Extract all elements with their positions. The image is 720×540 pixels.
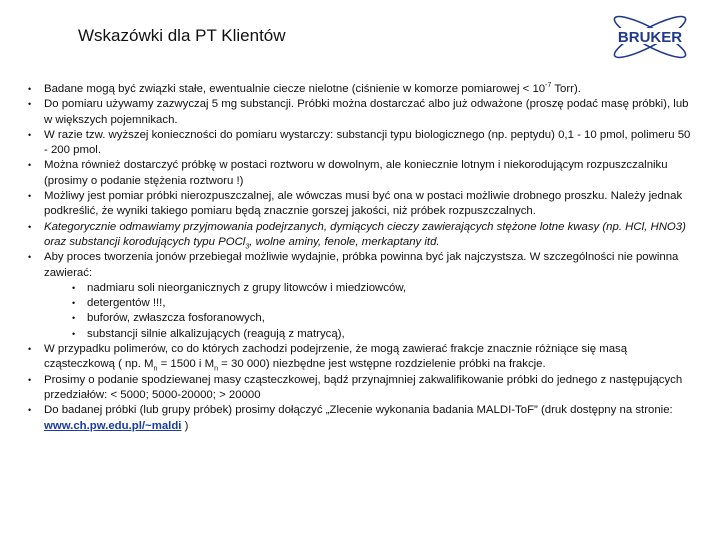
bruker-logo <box>604 12 696 62</box>
maldi-link[interactable]: www.ch.pw.edu.pl/~maldi <box>44 419 182 432</box>
sub-list-item: • nadmiaru soli nieorganicznych z grupy litowców i miedziowców, <box>72 281 694 296</box>
list-item: • Do pomiaru używamy zazwyczaj 5 mg substancji. Próbki można dostarczać albo już odważone (proszę podać masę próbki), lub w większych pojemnikach. <box>28 97 694 128</box>
sub-list-item: • buforów, zwłaszcza fosforanowych, <box>72 311 694 326</box>
list-item: • Aby proces tworzenia jonów przebiegał możliwie wydajnie, próbka powinna być jak najczystsza. W szczególności nie powinna zawierać: • nadmiaru soli nieorganicznych z grupy litowców i miedziowców, • detergentów !!!, • buforów, zwłaszcza fosforanowych, • substancji silnie alkalizujących (reagują z matrycą), <box>28 250 694 342</box>
list-item: • Możliwy jest pomiar próbki nierozpuszczalnej, ale wówczas musi być ona w postaci możliwie drobnego proszku. Należy jednak podkreślić, że wyniki takiego pomiaru będą znacznie gorszej jakości, niż próbek rozpuszczalnych. <box>28 189 694 220</box>
logo-text: BRUKER <box>617 29 683 46</box>
list-item: • Kategorycznie odmawiamy przyjmowania podejrzanych, dymiących cieczy zawierających stężone lotne kwasy (np. HCl, HNO3) oraz substancji korodujących typu POCl$_3$, wolne aminy, fenole, merkaptany itd. <box>28 220 694 251</box>
page-title: Wskazówki dla PT Klientów <box>78 26 286 45</box>
instructions-list <box>28 82 694 434</box>
list-item: • W razie tzw. wyższej konieczności do pomiaru wystarczy: substancji typu biologicznego (np. peptydu) 0,1 - 10 pmol, polimeru 50 - 200 pmol. <box>28 128 694 159</box>
list-item: • W przypadku polimerów, co do których zachodzi podejrzenie, że mogą zawierać frakcje znacznie różniące się masą cząsteczkową ( np. $M_n = 1500$ i $M_n = 30$ 000) niezbędne jest wstępne rozdzielenie próbki na frakcje. <box>28 342 694 373</box>
sub-list-item: • substancji silnie alkalizujących (reagują z matrycą), <box>72 327 694 342</box>
sub-list-item: • detergentów !!!, <box>72 296 694 311</box>
list-item: • Do badanej próbki (lub grupy próbek) prosimy dołączyć „Zlecenie wykonania badania MALDI-ToF” (druk dostępny na stronie: www.ch.pw.edu.pl/~maldi ) <box>28 403 694 434</box>
list-item: • Prosimy o podanie spodziewanej masy cząsteczkowej, bądź przynajmniej zakwalifikowanie próbki do jednego z następujących przedziałów: < 5000; 5000-20000; > 20000 <box>28 373 694 404</box>
list-item: • Można również dostarczyć próbkę w postaci roztworu w dowolnym, ale koniecznie lotnym i niekorodującym rozpuszczalniku (prosimy o podanie stężenia roztworu !) <box>28 158 694 189</box>
sub-list <box>44 281 694 342</box>
atom-logo-icon <box>604 12 696 62</box>
list-item: • Badane mogą być związki stałe, ewentualnie ciecze nielotne (ciśnienie w komorze pomiarowej < $10^{-7}$ Torr). <box>28 82 694 97</box>
